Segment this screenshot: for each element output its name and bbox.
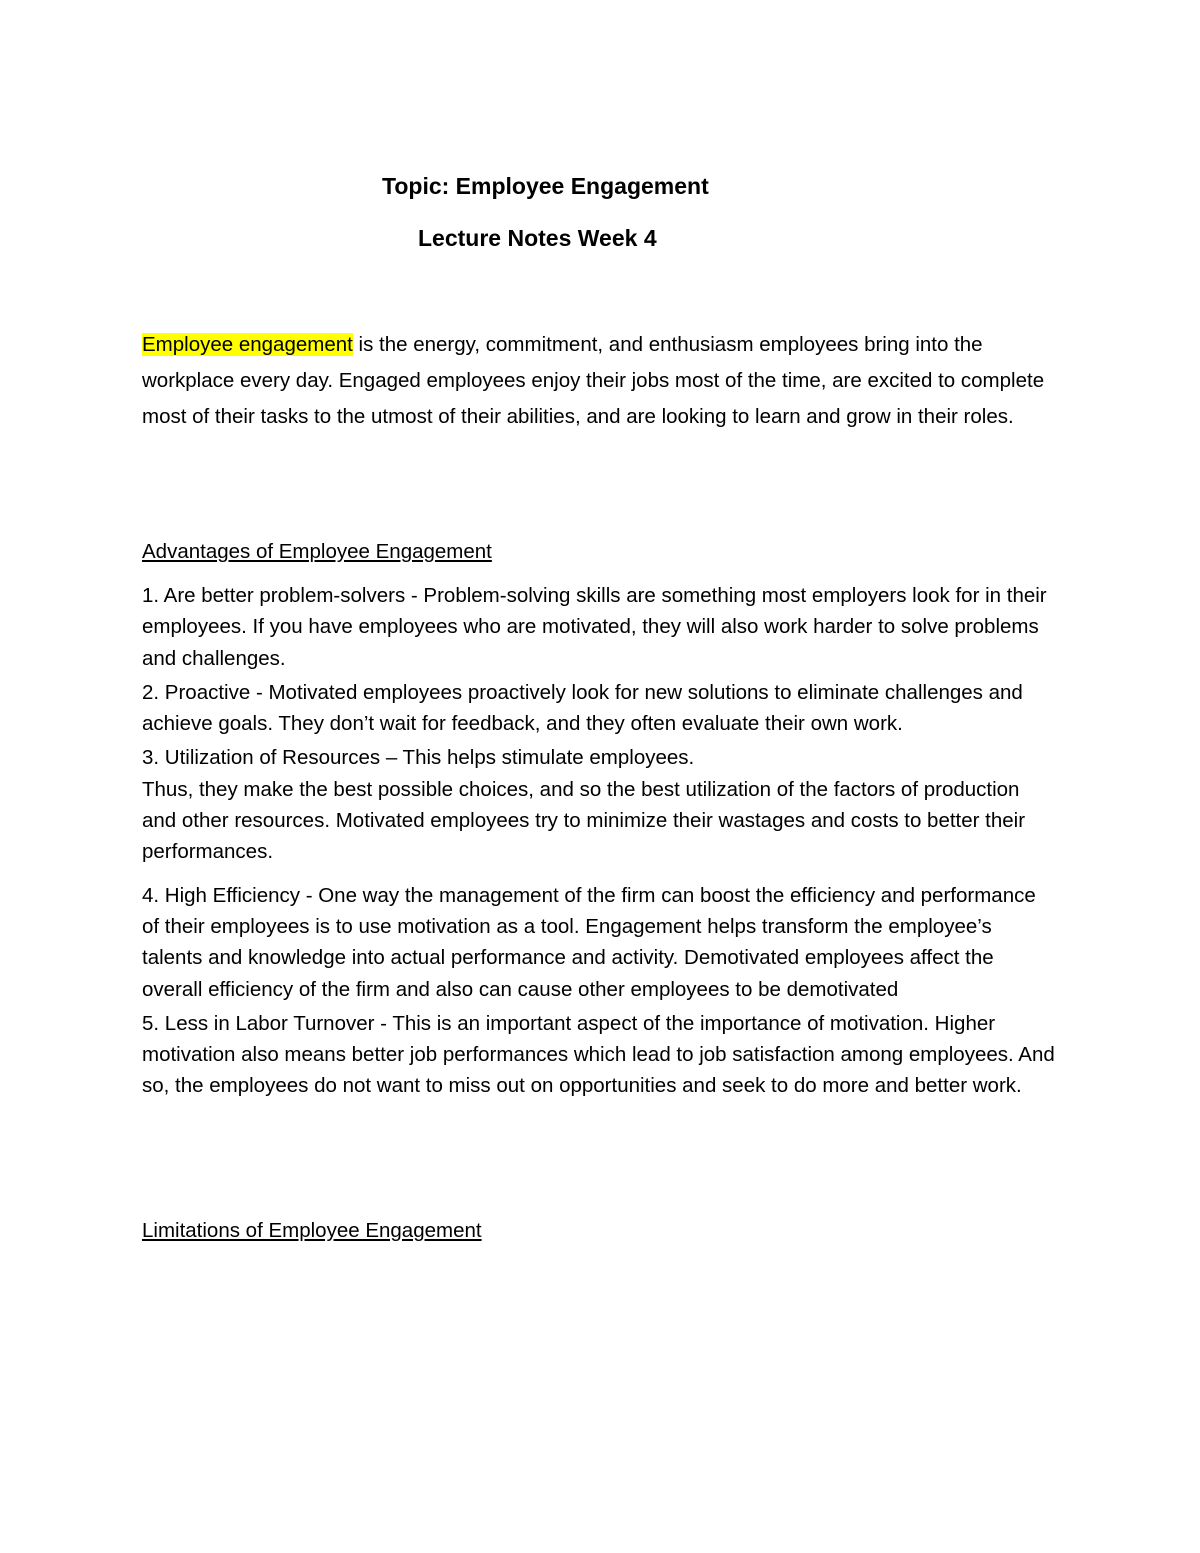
limitations-heading: Limitations of Employee Engagement [142,1219,482,1242]
advantage-item-3: 3. Utilization of Resources – This helps stimulate employees. [142,746,695,770]
advantage-item-2: 2. Proactive - Motivated employees proactively look for new solutions to eliminate challenges and achieve goals. They don’t wait for feedback, and they often evaluate their own work. [142,680,1023,736]
highlighted-term: Employee engagement [142,333,353,356]
advantages-heading: Advantages of Employee Engagement [142,540,492,563]
advantage-item-1: 1. Are better problem-solvers - Problem-solving skills are something most employers look for in their employees. If you have employees who are motivated, they will also work harder to solve problems and challenges. [142,584,1047,670]
document-subtitle: Lecture Notes Week 4 [418,225,657,251]
advantage-item-4: 4. High Efficiency - One way the management of the firm can boost the efficiency and performance of their employees is to use motivation as a tool. Engagement helps transform the employee’s talents and knowledge into actual performance and activity. Demotivated employees affect the overall efficiency of the firm and also can cause other employees to be demotivated [142,883,1036,1001]
advantages-list [142,580,1057,1102]
advantage-item-3-continuation: Thus, they make the best possible choices, and so the best utilization of the factors of production and other resources. Motivated employees try to minimize their wastages and costs to better their performances. [142,777,1026,864]
advantage-item-5: 5. Less in Labor Turnover - This is an important aspect of the importance of motivation. Higher motivation also means better job performances which lead to job satisfaction among employees. And so, the employees do not want to miss out on opportunities and seek to do more and better work. [142,1011,1055,1098]
intro-paragraph [142,327,1047,435]
intro-text: is the energy, commitment, and enthusiasm employees bring into the workplace every day. Engaged employees enjoy their jobs most of the time, are excited to complete most of their tasks to the utmost of their abilities, and are looking to learn and grow in their roles. [142,333,1045,428]
document-title: Topic: Employee Engagement [382,173,709,199]
